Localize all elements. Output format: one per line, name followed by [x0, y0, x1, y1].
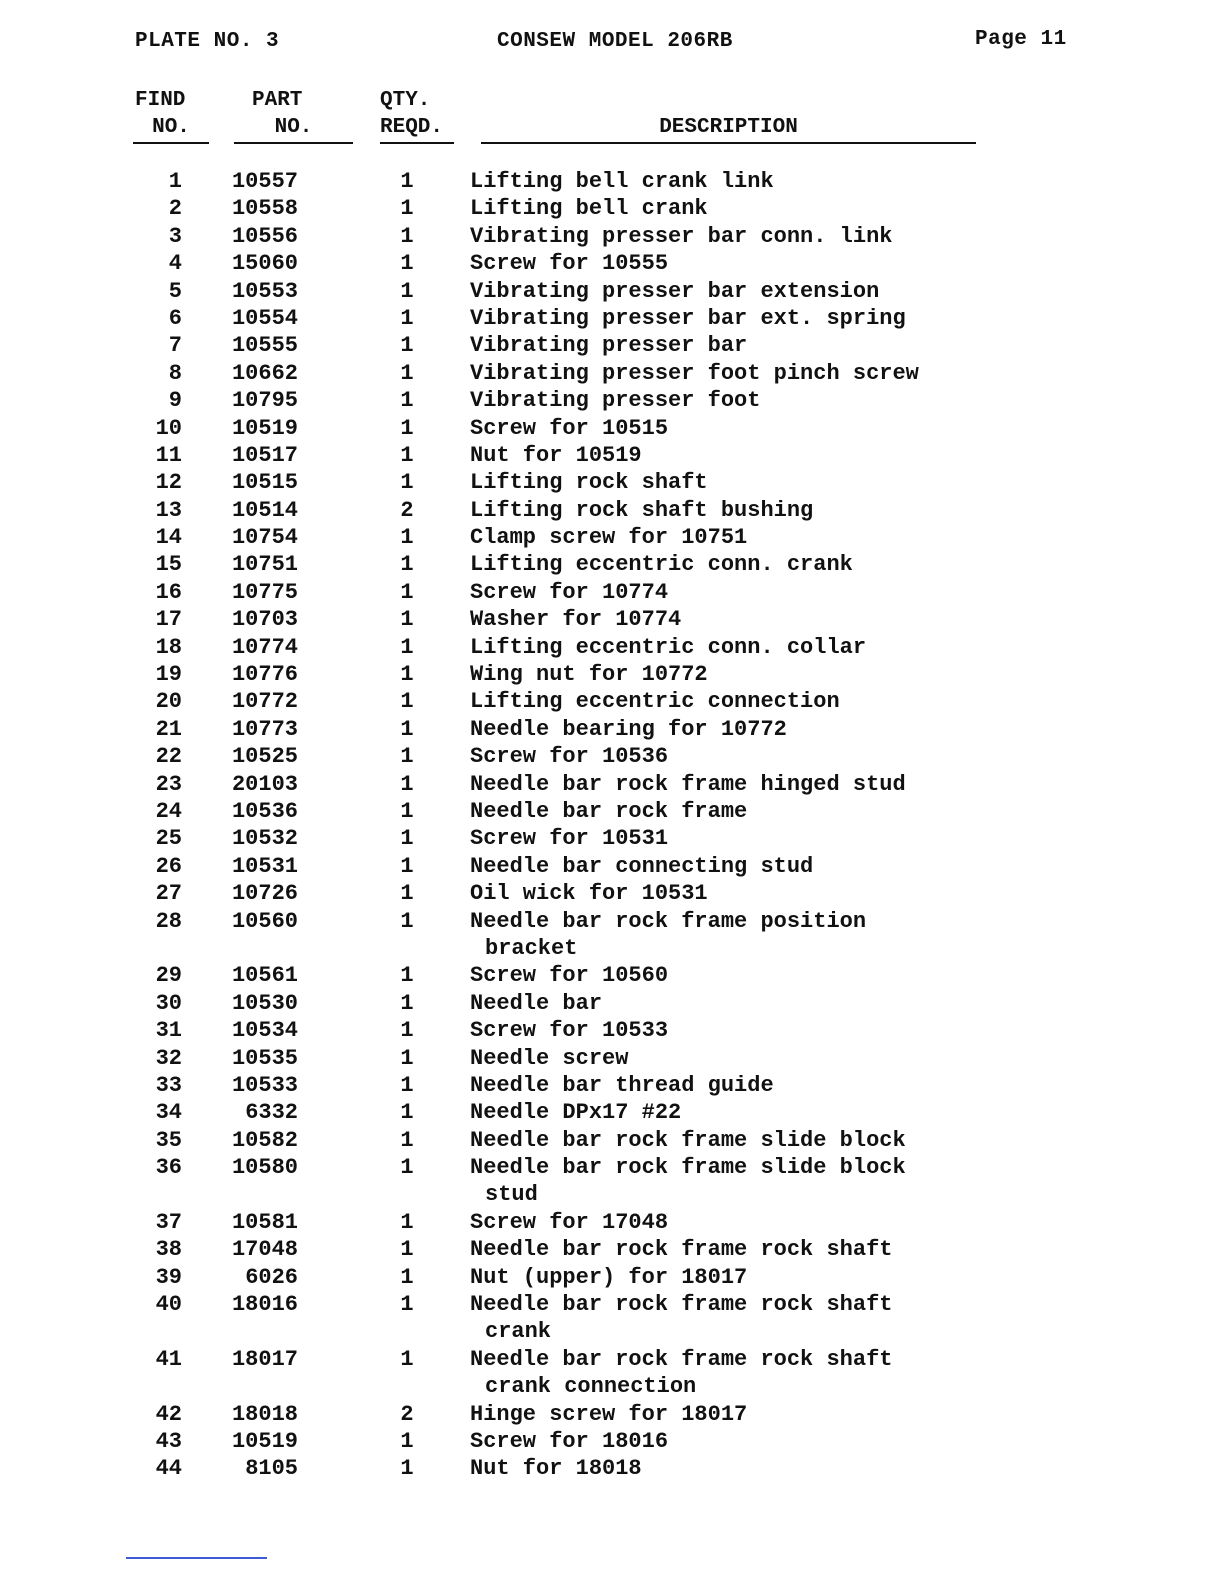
part-description — [470, 415, 990, 442]
part-description — [470, 524, 990, 551]
description-text: Screw for 10533 — [470, 1018, 669, 1044]
find-number: 29 — [155, 963, 182, 989]
quantity-required: 1 — [400, 415, 414, 441]
find-number: 33 — [155, 1072, 182, 1098]
quantity-required: 1 — [400, 360, 414, 386]
table-row — [0, 1045, 1224, 1072]
quantity-required: 1 — [400, 196, 414, 222]
description-continuation: crank — [485, 1319, 552, 1345]
quantity-required: 1 — [400, 881, 414, 907]
page-number: Page 11 — [975, 28, 1067, 51]
table-row — [0, 853, 1224, 880]
part-number: 10776 — [231, 662, 298, 688]
part-number: 10536 — [231, 798, 298, 824]
find-number: 39 — [155, 1264, 182, 1290]
part-description — [470, 1072, 990, 1099]
table-row — [0, 1455, 1224, 1482]
part-description — [470, 1127, 990, 1154]
quantity-required: 1 — [400, 662, 414, 688]
description-text: Lifting eccentric connection — [470, 689, 840, 715]
quantity-required: 1 — [400, 1100, 414, 1126]
quantity-required: 1 — [400, 470, 414, 496]
find-number: 25 — [155, 826, 182, 852]
table-row — [0, 415, 1224, 442]
table-row — [0, 442, 1224, 469]
part-description — [470, 688, 990, 715]
find-number: 38 — [155, 1237, 182, 1263]
column-header-part-no — [234, 87, 353, 144]
table-row — [0, 1236, 1224, 1263]
description-text: Screw for 17048 — [470, 1209, 669, 1235]
description-text: Lifting eccentric conn. crank — [470, 552, 853, 578]
description-text: Lifting bell crank — [470, 196, 708, 222]
part-description — [470, 853, 990, 880]
part-description — [470, 442, 990, 469]
part-number: 10515 — [231, 470, 298, 496]
part-number: 10581 — [231, 1209, 298, 1235]
part-description — [470, 1455, 990, 1482]
find-number: 6 — [168, 305, 182, 331]
part-number: 17048 — [231, 1237, 298, 1263]
table-row — [0, 250, 1224, 277]
part-number: 10560 — [231, 908, 298, 934]
part-number: 20103 — [231, 771, 298, 797]
find-number: 44 — [155, 1456, 182, 1482]
find-number: 1 — [168, 169, 182, 194]
table-row — [0, 880, 1224, 907]
quantity-required: 1 — [400, 607, 414, 633]
description-continuation: stud — [485, 1182, 538, 1208]
part-number: 10531 — [231, 853, 298, 879]
part-number: 18018 — [231, 1401, 298, 1427]
find-number: 22 — [155, 744, 182, 770]
part-number: 10514 — [231, 497, 298, 523]
part-number: 10754 — [231, 525, 298, 551]
quantity-required: 1 — [400, 1209, 414, 1235]
description-text: Needle bar — [470, 990, 603, 1016]
part-description — [470, 606, 990, 633]
description-text: Needle DPx17 #22 — [470, 1100, 682, 1126]
table-row — [0, 908, 1224, 963]
quantity-required: 1 — [400, 169, 414, 194]
quantity-required: 1 — [400, 853, 414, 879]
part-description — [470, 1346, 990, 1400]
description-text: Needle bearing for 10772 — [470, 716, 787, 742]
part-description — [470, 908, 990, 962]
quantity-required: 1 — [400, 634, 414, 660]
quantity-required: 2 — [400, 497, 414, 523]
find-number: 14 — [155, 525, 182, 551]
part-number: 18016 — [231, 1292, 298, 1318]
find-number: 40 — [155, 1292, 182, 1318]
quantity-required: 1 — [400, 579, 414, 605]
find-number: 20 — [155, 689, 182, 715]
description-text: Needle bar rock frame slide block — [470, 1127, 906, 1153]
part-number: 10580 — [231, 1155, 298, 1181]
table-row — [0, 716, 1224, 743]
part-header-line1: PART — [252, 89, 303, 112]
quantity-required: 1 — [400, 1292, 414, 1318]
find-header-line2: NO. — [133, 114, 209, 144]
description-text: Hinge screw for 18017 — [470, 1401, 748, 1427]
description-text: Needle bar rock frame slide block — [470, 1155, 906, 1181]
part-number: 10556 — [231, 223, 298, 249]
part-number: 10555 — [231, 333, 298, 359]
quantity-required: 1 — [400, 1155, 414, 1181]
description-text: Vibrating presser bar ext. spring — [470, 305, 906, 331]
description-text: Vibrating presser foot pinch screw — [470, 360, 919, 386]
table-row — [0, 332, 1224, 359]
find-number: 3 — [168, 223, 182, 249]
table-row — [0, 825, 1224, 852]
table-row — [0, 469, 1224, 496]
table-row — [0, 551, 1224, 578]
find-number: 9 — [168, 388, 182, 414]
quantity-required: 1 — [400, 1264, 414, 1290]
part-number: 10703 — [231, 607, 298, 633]
part-number: 10525 — [231, 744, 298, 770]
table-row — [0, 1017, 1224, 1044]
part-description — [470, 168, 990, 195]
find-number: 23 — [155, 771, 182, 797]
part-number: 10582 — [231, 1127, 298, 1153]
table-row — [0, 579, 1224, 606]
part-description — [470, 1428, 990, 1455]
quantity-required: 1 — [400, 1127, 414, 1153]
description-text: Oil wick for 10531 — [470, 881, 708, 907]
model-title: CONSEW MODEL 206RB — [497, 30, 733, 53]
part-header-line2: NO. — [234, 114, 353, 144]
part-number: 10775 — [231, 579, 298, 605]
part-description — [470, 497, 990, 524]
column-header-find-no — [133, 87, 209, 144]
quantity-required: 1 — [400, 771, 414, 797]
find-number: 15 — [155, 552, 182, 578]
part-description — [470, 1401, 990, 1428]
part-number: 10533 — [231, 1072, 298, 1098]
description-header: DESCRIPTION — [481, 114, 976, 144]
quantity-required: 1 — [400, 963, 414, 989]
part-description — [470, 1236, 990, 1263]
part-description — [470, 332, 990, 359]
part-number: 10774 — [231, 634, 298, 660]
find-number: 37 — [155, 1209, 182, 1235]
description-text: Screw for 10536 — [470, 744, 669, 770]
table-row — [0, 168, 1224, 195]
part-number: 10557 — [231, 169, 298, 194]
part-number: 10517 — [231, 442, 298, 468]
quantity-required: 1 — [400, 1018, 414, 1044]
part-description — [470, 278, 990, 305]
find-number: 2 — [168, 196, 182, 222]
table-row — [0, 634, 1224, 661]
quantity-required: 1 — [400, 689, 414, 715]
description-text: Lifting rock shaft bushing — [470, 497, 814, 523]
part-description — [470, 880, 990, 907]
quantity-required: 1 — [400, 442, 414, 468]
quantity-required: 1 — [400, 826, 414, 852]
part-description — [470, 1291, 990, 1345]
part-number: 10553 — [231, 278, 298, 304]
description-text: Washer for 10774 — [470, 607, 682, 633]
part-number: 10662 — [231, 360, 298, 386]
quantity-required: 1 — [400, 990, 414, 1016]
description-text: Needle bar rock frame rock shaft — [470, 1346, 893, 1372]
description-text: Needle screw — [470, 1045, 629, 1071]
find-number: 10 — [155, 415, 182, 441]
part-description — [470, 305, 990, 332]
parts-table — [0, 168, 1224, 1483]
description-continuation: bracket — [485, 935, 578, 961]
part-description — [470, 551, 990, 578]
quantity-required: 1 — [400, 1456, 414, 1482]
column-header-qty — [380, 87, 454, 144]
description-text: Needle bar connecting stud — [470, 853, 814, 879]
quantity-required: 1 — [400, 1045, 414, 1071]
quantity-required: 1 — [400, 1237, 414, 1263]
table-row — [0, 1264, 1224, 1291]
find-number: 24 — [155, 798, 182, 824]
part-description — [470, 1099, 990, 1126]
table-row — [0, 524, 1224, 551]
part-number: 10530 — [231, 990, 298, 1016]
table-row — [0, 1072, 1224, 1099]
description-text: Screw for 10515 — [470, 415, 669, 441]
table-row — [0, 962, 1224, 989]
find-header-line1: FIND — [135, 89, 186, 112]
table-row — [0, 195, 1224, 222]
quantity-required: 1 — [400, 388, 414, 414]
table-row — [0, 305, 1224, 332]
part-description — [470, 743, 990, 770]
part-description — [470, 1154, 990, 1208]
description-text: Screw for 10774 — [470, 579, 669, 605]
part-number: 6026 — [245, 1264, 298, 1290]
qty-header-line1: QTY. — [380, 89, 431, 112]
table-row — [0, 688, 1224, 715]
table-row — [0, 497, 1224, 524]
table-row — [0, 1428, 1224, 1455]
part-number: 10795 — [231, 388, 298, 414]
find-number: 31 — [155, 1018, 182, 1044]
part-description — [470, 990, 990, 1017]
part-number: 10773 — [231, 716, 298, 742]
description-text: Needle bar rock frame — [470, 798, 748, 824]
quantity-required: 2 — [400, 1401, 414, 1427]
part-number: 10751 — [231, 552, 298, 578]
quantity-required: 1 — [400, 1346, 414, 1372]
table-row — [0, 661, 1224, 688]
description-text: Screw for 10555 — [470, 251, 669, 277]
qty-header-line2: REQD. — [380, 114, 454, 144]
part-number: 10519 — [231, 415, 298, 441]
quantity-required: 1 — [400, 305, 414, 331]
find-number: 7 — [168, 333, 182, 359]
quantity-required: 1 — [400, 716, 414, 742]
part-number: 10772 — [231, 689, 298, 715]
find-number: 4 — [168, 251, 182, 277]
find-number: 43 — [155, 1429, 182, 1455]
find-number: 30 — [155, 990, 182, 1016]
table-row — [0, 771, 1224, 798]
part-description — [470, 1264, 990, 1291]
quantity-required: 1 — [400, 251, 414, 277]
part-description — [470, 1017, 990, 1044]
quantity-required: 1 — [400, 1429, 414, 1455]
find-number: 28 — [155, 908, 182, 934]
find-number: 21 — [155, 716, 182, 742]
quantity-required: 1 — [400, 908, 414, 934]
quantity-required: 1 — [400, 1072, 414, 1098]
find-number: 8 — [168, 360, 182, 386]
find-number: 26 — [155, 853, 182, 879]
part-number: 6332 — [245, 1100, 298, 1126]
quantity-required: 1 — [400, 278, 414, 304]
description-text: Vibrating presser bar — [470, 333, 748, 359]
part-number: 15060 — [231, 251, 298, 277]
part-description — [470, 195, 990, 222]
description-text: Needle bar rock frame rock shaft — [470, 1237, 893, 1263]
description-continuation: crank connection — [485, 1373, 697, 1399]
quantity-required: 1 — [400, 744, 414, 770]
find-number: 42 — [155, 1401, 182, 1427]
find-number: 5 — [168, 278, 182, 304]
part-description — [470, 360, 990, 387]
part-description — [470, 1209, 990, 1236]
find-number: 32 — [155, 1045, 182, 1071]
column-header-description — [481, 114, 976, 144]
find-number: 27 — [155, 881, 182, 907]
table-row — [0, 798, 1224, 825]
footer-rule — [126, 1557, 267, 1559]
part-description — [470, 661, 990, 688]
description-text: Needle bar thread guide — [470, 1072, 774, 1098]
part-number: 10519 — [231, 1429, 298, 1455]
part-description — [470, 223, 990, 250]
table-row — [0, 387, 1224, 414]
part-description — [470, 387, 990, 414]
description-text: Nut for 10519 — [470, 442, 642, 468]
table-row — [0, 1127, 1224, 1154]
description-text: Needle bar rock frame rock shaft — [470, 1292, 893, 1318]
description-text: Nut for 18018 — [470, 1456, 642, 1482]
table-row — [0, 360, 1224, 387]
table-row — [0, 743, 1224, 770]
part-description — [470, 1045, 990, 1072]
quantity-required: 1 — [400, 552, 414, 578]
table-row — [0, 1154, 1224, 1209]
quantity-required: 1 — [400, 525, 414, 551]
description-text: Screw for 10560 — [470, 963, 669, 989]
part-number: 10554 — [231, 305, 298, 331]
part-number: 10561 — [231, 963, 298, 989]
table-row — [0, 223, 1224, 250]
description-text: Wing nut for 10772 — [470, 662, 708, 688]
part-description — [470, 469, 990, 496]
part-description — [470, 716, 990, 743]
quantity-required: 1 — [400, 798, 414, 824]
plate-number: PLATE NO. 3 — [135, 30, 280, 53]
description-text: Needle bar rock frame position — [470, 908, 867, 934]
quantity-required: 1 — [400, 333, 414, 359]
table-row — [0, 990, 1224, 1017]
find-number: 35 — [155, 1127, 182, 1153]
description-text: Nut (upper) for 18017 — [470, 1264, 748, 1290]
find-number: 16 — [155, 579, 182, 605]
find-number: 18 — [155, 634, 182, 660]
description-text: Lifting bell crank link — [470, 169, 774, 194]
find-number: 17 — [155, 607, 182, 633]
table-row — [0, 606, 1224, 633]
description-text: Lifting rock shaft — [470, 470, 708, 496]
description-text: Clamp screw for 10751 — [470, 525, 748, 551]
description-text: Vibrating presser bar extension — [470, 278, 880, 304]
find-number: 19 — [155, 662, 182, 688]
part-number: 10534 — [231, 1018, 298, 1044]
part-description — [470, 771, 990, 798]
find-number: 34 — [155, 1100, 182, 1126]
part-description — [470, 250, 990, 277]
part-number: 10558 — [231, 196, 298, 222]
description-text: Screw for 18016 — [470, 1429, 669, 1455]
table-row — [0, 1346, 1224, 1401]
table-row — [0, 1209, 1224, 1236]
part-number: 8105 — [245, 1456, 298, 1482]
find-number: 36 — [155, 1155, 182, 1181]
part-description — [470, 798, 990, 825]
description-text: Lifting eccentric conn. collar — [470, 634, 867, 660]
table-row — [0, 1291, 1224, 1346]
description-text: Needle bar rock frame hinged stud — [470, 771, 906, 797]
quantity-required: 1 — [400, 223, 414, 249]
find-number: 12 — [155, 470, 182, 496]
table-row — [0, 1099, 1224, 1126]
table-row — [0, 1401, 1224, 1428]
part-description — [470, 962, 990, 989]
description-text: Vibrating presser bar conn. link — [470, 223, 893, 249]
description-text: Vibrating presser foot — [470, 388, 761, 414]
part-number: 10726 — [231, 881, 298, 907]
part-description — [470, 579, 990, 606]
table-row — [0, 278, 1224, 305]
description-text: Screw for 10531 — [470, 826, 669, 852]
part-number: 10535 — [231, 1045, 298, 1071]
part-number: 10532 — [231, 826, 298, 852]
part-number: 18017 — [231, 1346, 298, 1372]
find-number: 13 — [155, 497, 182, 523]
find-number: 41 — [155, 1346, 182, 1372]
part-description — [470, 825, 990, 852]
part-description — [470, 634, 990, 661]
find-number: 11 — [155, 442, 182, 468]
